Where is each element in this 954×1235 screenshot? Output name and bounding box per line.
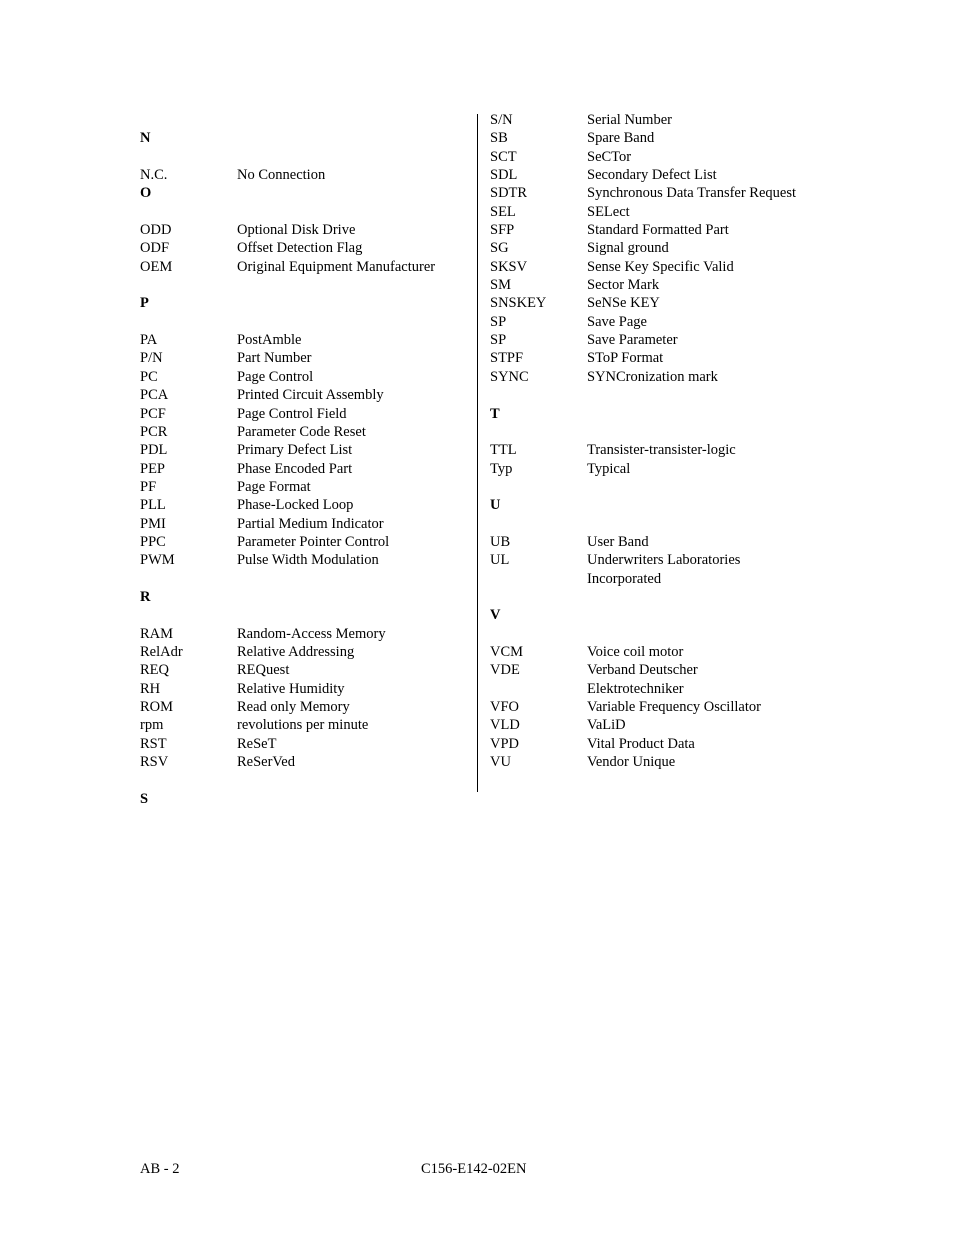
- definition: Page Control Field: [237, 405, 347, 422]
- definition: SYNCronization mark: [587, 368, 718, 385]
- abbreviation: P/N: [140, 350, 163, 367]
- abbreviation: SFP: [490, 222, 515, 239]
- abbreviation: VFO: [490, 699, 520, 715]
- abbreviation: [490, 570, 587, 588]
- abbreviation: rpm: [140, 717, 164, 734]
- abbreviation: OEM: [140, 258, 173, 275]
- spacer: [140, 570, 470, 588]
- abbreviation: SKSV: [490, 258, 528, 275]
- definition: Synchronous Data Transfer Request: [587, 185, 797, 202]
- definition: Phase Encoded Part: [237, 460, 353, 477]
- abbreviation: SP: [490, 332, 507, 349]
- glossary-entry: [490, 460, 830, 478]
- abbreviation: TTL: [490, 442, 517, 459]
- abbreviation: SG: [490, 240, 509, 257]
- glossary-entry: [490, 680, 830, 698]
- glossary-entry: [490, 111, 830, 129]
- definition: No Connection: [237, 167, 326, 184]
- spacer: [490, 423, 830, 441]
- right-glossary-column: [490, 111, 830, 771]
- abbreviation: PMI: [140, 515, 166, 532]
- section-letter-heading: S: [140, 790, 149, 807]
- abbreviation: SM: [490, 277, 511, 294]
- abbreviation: STPF: [490, 350, 524, 367]
- glossary-entry: [140, 643, 470, 661]
- abbreviation: RAM: [140, 625, 174, 642]
- definition: Voice coil motor: [587, 643, 684, 660]
- abbreviation: PF: [140, 478, 157, 495]
- abbreviation: PEP: [140, 460, 165, 477]
- glossary-entry: [140, 405, 470, 423]
- abbreviation: VDE: [490, 662, 520, 679]
- definition: VaLiD: [587, 717, 626, 734]
- abbreviation: N.C.: [140, 167, 168, 184]
- glossary-entry: [490, 258, 830, 276]
- definition: Parameter Code Reset: [237, 423, 366, 440]
- definition: Partial Medium Indicator: [237, 515, 384, 532]
- definition: Sector Mark: [587, 277, 660, 294]
- spacer: [490, 625, 830, 643]
- definition: Part Number: [237, 350, 312, 367]
- definition: Relative Humidity: [237, 680, 345, 697]
- definition: Phase-Locked Loop: [237, 497, 354, 514]
- glossary-entry: [140, 661, 470, 679]
- definition: Random-Access Memory: [237, 625, 386, 642]
- spacer: [140, 771, 470, 789]
- definition: Sense Key Specific Valid: [587, 258, 734, 275]
- glossary-entry: [140, 680, 470, 698]
- abbreviation: SDL: [490, 167, 518, 184]
- glossary-entry: [490, 276, 830, 294]
- definition: Read only Memory: [237, 699, 350, 715]
- glossary-entry: [140, 625, 470, 643]
- abbreviation: SB: [490, 130, 508, 147]
- glossary-entry: [140, 515, 470, 533]
- spacer: [140, 203, 470, 221]
- glossary-entry: [490, 349, 830, 367]
- abbreviation: RH: [140, 680, 161, 697]
- spacer: [140, 606, 470, 624]
- abbreviation: PPC: [140, 533, 166, 550]
- definition: Underwriters Laboratories: [587, 552, 741, 569]
- definition: Vital Product Data: [587, 735, 695, 752]
- abbreviation: SDTR: [490, 185, 528, 202]
- glossary-entry: [140, 478, 470, 496]
- spacer: [140, 111, 470, 129]
- glossary-entry: [490, 368, 830, 386]
- definition: revolutions per minute: [237, 717, 369, 734]
- glossary-entry: [490, 239, 830, 257]
- glossary-entry: [140, 551, 470, 569]
- glossary-entry: [490, 716, 830, 734]
- glossary-entry: [140, 496, 470, 514]
- spacer: [490, 515, 830, 533]
- glossary-entry: [490, 441, 830, 459]
- abbreviation: RSV: [140, 754, 169, 771]
- definition: SELect: [587, 203, 630, 220]
- spacer: [140, 276, 470, 294]
- glossary-entry: [140, 166, 470, 184]
- definition: SToP Format: [587, 350, 664, 367]
- definition: Variable Frequency Oscillator: [587, 699, 761, 715]
- abbreviation: ODD: [140, 222, 172, 239]
- spacer: [490, 386, 830, 404]
- definition: PostAmble: [237, 332, 302, 349]
- definition: Pulse Width Modulation: [237, 552, 379, 569]
- glossary-entry: [140, 221, 470, 239]
- definition: ReSerVed: [237, 754, 295, 771]
- abbreviation: SEL: [490, 203, 516, 220]
- glossary-entry: [140, 239, 470, 257]
- abbreviation: PA: [140, 332, 158, 349]
- abbreviation: SP: [490, 313, 507, 330]
- definition: Save Parameter: [587, 332, 678, 349]
- glossary-entry: [490, 129, 830, 147]
- glossary-entry: [490, 570, 830, 588]
- glossary-entry: [490, 551, 830, 569]
- definition: User Band: [587, 533, 649, 550]
- glossary-entry: [490, 294, 830, 312]
- definition: REQuest: [237, 662, 290, 679]
- definition: Page Control: [237, 368, 314, 385]
- definition: Typical: [587, 460, 631, 477]
- abbreviation: [490, 680, 587, 698]
- abbreviation: ODF: [140, 240, 170, 257]
- glossary-entry: [490, 313, 830, 331]
- abbreviation: S/N: [490, 112, 513, 128]
- definition: SeCTor: [587, 148, 632, 165]
- abbreviation: VPD: [490, 735, 520, 752]
- abbreviation: PLL: [140, 497, 166, 514]
- definition: Optional Disk Drive: [237, 222, 356, 239]
- spacer: [140, 148, 470, 166]
- glossary-entry: [140, 331, 470, 349]
- abbreviation: PCF: [140, 405, 166, 422]
- glossary-entry: [140, 533, 470, 551]
- glossary-entry: [490, 331, 830, 349]
- glossary-entry: [490, 166, 830, 184]
- definition: Verband Deutscher: [587, 662, 698, 679]
- section-letter-heading: T: [490, 405, 500, 422]
- glossary-entry: [140, 441, 470, 459]
- glossary-entry: [140, 716, 470, 734]
- glossary-entry: [140, 698, 470, 716]
- definition: Printed Circuit Assembly: [237, 387, 384, 404]
- definition: Parameter Pointer Control: [237, 533, 390, 550]
- glossary-entry: [490, 753, 830, 771]
- abbreviation: PWM: [140, 552, 175, 569]
- glossary-entry: [490, 184, 830, 202]
- abbreviation: ROM: [140, 699, 174, 715]
- abbreviation: REQ: [140, 662, 169, 679]
- definition: Transister-transister-logic: [587, 442, 736, 459]
- abbreviation: VCM: [490, 643, 524, 660]
- definition: ReSeT: [237, 735, 277, 752]
- glossary-entry: [140, 753, 470, 771]
- glossary-entry: [490, 698, 830, 716]
- glossary-entry: [140, 386, 470, 404]
- abbreviation: UB: [490, 533, 511, 550]
- abbreviation: SYNC: [490, 368, 529, 385]
- definition: Elektrotechniker: [587, 680, 684, 697]
- definition: Save Page: [587, 313, 647, 330]
- definition: Incorporated: [587, 570, 662, 587]
- abbreviation: PC: [140, 368, 158, 385]
- glossary-entry: [490, 643, 830, 661]
- abbreviation: PDL: [140, 442, 168, 459]
- definition: Page Format: [237, 478, 311, 495]
- glossary-entry: [140, 460, 470, 478]
- abbreviation: RST: [140, 735, 167, 752]
- glossary-entry: [490, 203, 830, 221]
- definition: Original Equipment Manufacturer: [237, 258, 436, 275]
- section-letter-heading: U: [490, 497, 501, 514]
- glossary-entry: [140, 258, 470, 276]
- abbreviation: Typ: [490, 460, 513, 477]
- section-letter-heading: V: [490, 607, 501, 624]
- glossary-entry: [490, 735, 830, 753]
- spacer: [140, 313, 470, 331]
- definition: Offset Detection Flag: [237, 240, 363, 257]
- abbreviation: UL: [490, 552, 510, 569]
- glossary-entry: [140, 349, 470, 367]
- spacer: [490, 588, 830, 606]
- spacer: [490, 478, 830, 496]
- abbreviation: SCT: [490, 148, 517, 165]
- definition: Signal ground: [587, 240, 669, 257]
- glossary-entry: [140, 368, 470, 386]
- abbreviation: VLD: [490, 717, 520, 734]
- document-code: C156-E142-02EN: [421, 1161, 527, 1177]
- left-glossary-column: [140, 111, 470, 808]
- definition: Standard Formatted Part: [587, 222, 729, 239]
- section-letter-heading: O: [140, 185, 152, 202]
- section-letter-heading: N: [140, 130, 151, 147]
- glossary-entry: [490, 661, 830, 679]
- glossary-entry: [490, 533, 830, 551]
- abbreviation: PCR: [140, 423, 168, 440]
- abbreviation: RelAdr: [140, 643, 183, 660]
- abbreviation: VU: [490, 754, 511, 771]
- page-number: AB - 2: [140, 1161, 180, 1177]
- definition: Secondary Defect List: [587, 167, 717, 184]
- section-letter-heading: R: [140, 588, 151, 605]
- glossary-entry: [490, 221, 830, 239]
- definition: Vendor Unique: [587, 754, 676, 771]
- section-letter-heading: P: [140, 295, 149, 312]
- abbreviation: SNSKEY: [490, 295, 547, 312]
- definition: Serial Number: [587, 112, 672, 128]
- glossary-entry: [140, 735, 470, 753]
- definition: Spare Band: [587, 130, 655, 147]
- definition: Primary Defect List: [237, 442, 353, 459]
- glossary-entry: [490, 148, 830, 166]
- definition: Relative Addressing: [237, 643, 355, 660]
- abbreviation: PCA: [140, 387, 169, 404]
- column-divider: [477, 114, 478, 792]
- definition: SeNSe KEY: [587, 295, 660, 312]
- glossary-entry: [140, 423, 470, 441]
